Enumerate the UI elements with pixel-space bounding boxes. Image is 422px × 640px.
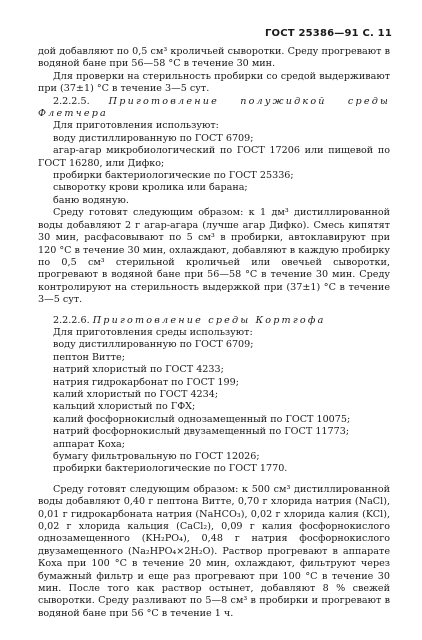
paragraph: Среду готовят следующим образом: к 1 дм³ дистиллированной воды добавляют 2 г агар-агара (лучше агар Дифко). Смесь кипятят 30 мин, расфасовывают по 5 см³ в пробирки, автоклавируют при 120 °С в течение 30 мин, охлаждают, добавляют в каждую пробирку по 0,5 см³ стерильной кроличьей или овечьей сыворотки, прогревают в водяной бане при 56—58 °С в течение 30 мин. Среду контролируют на стерильность выдержкой при (37±1) °С в течение 3—5 сут. (38, 207, 390, 306)
paragraph: Среду готовят следующим образом: к 500 см³ дистиллированной воды добавляют 0,40 г пептона Витте, 0,70 г хлорида натрия (NaCl), 0,01 г гидрокарбоната натрия (NaHCO₃), 0,02 г хлорида калия (KCl), 0,02 г хлорида кальция (CaCl₂), 0,09 г калия фосфорнокислого однозамещенного (KH₂PO₄), 0,48 г натрия фосфорнокислого двузамещенного (Na₂HPO₄×2H₂O). Раствор прогревают в аппарате Коха при 100 °С в течение 20 мин, охлаждают, фильтруют через бумажный фильтр и еще раз прогревают при 100 °С в течение 30 мин. После того как раствор остынет, добавляют 8 % свежей сыворотки. Среду разливают по 5—8 см³ в пробирки и прогревают в водяной бане при 56 °С в течение 1 ч. (38, 483, 390, 619)
paragraph: натрий хлористый по ГОСТ 4233; (53, 364, 224, 376)
section-heading (38, 96, 390, 121)
paragraph: калий хлористый по ГОСТ 4234; (53, 388, 219, 400)
section-heading (38, 315, 390, 327)
paragraph: воду дистиллированную по ГОСТ 6709; (53, 339, 254, 351)
paragraph: сыворотку крови кролика или барана; (53, 182, 248, 194)
paragraph: баню водяную. (53, 194, 129, 206)
paragraph: пробирки бактериологические по ГОСТ 1770. (53, 463, 288, 475)
paragraph: бумагу фильтровальную по ГОСТ 12026; (53, 451, 260, 462)
paragraph: натрия гидрокарбонат по ГОСТ 199; (53, 376, 239, 388)
section-title: Приготовление полужидкой среды Флетчера (38, 95, 390, 120)
paragraph: кальций хлористый по ГФХ; (53, 401, 196, 413)
paragraph: агар-агар микробиологический по ГОСТ 17206 или пищевой по ГОСТ 16280, или Дифко; (38, 145, 390, 169)
section-title: Приготовление среды Кортгофа (92, 314, 326, 326)
section-number: 2.2.2.5. (53, 95, 90, 107)
paragraph-gap (38, 476, 390, 484)
section-number: 2.2.2.6. (53, 314, 90, 326)
paragraph: воду дистиллированную по ГОСТ 6709; (53, 132, 254, 144)
paragraph-gap (38, 307, 390, 315)
document-body (38, 46, 390, 620)
paragraph: аппарат Коха; (53, 438, 126, 450)
paragraph: пептон Витте; (53, 351, 125, 363)
paragraph: Для приготовления используют: (53, 120, 219, 132)
paragraph: натрий фосфорнокислый двузамещенный по ГОСТ 11773; (53, 426, 350, 438)
paragraph: пробирки бактериологические по ГОСТ 25336; (53, 170, 294, 182)
page-header: ГОСТ 25386—91 С. 11 (264, 28, 392, 39)
paragraph: дой добавляют по 0,5 см³ кроличьей сыворотки. Среду прогревают в водяной бане при 56—58 °С в течение 30 мин. (38, 46, 390, 70)
paragraph: калий фосфорнокислый однозамещенный по ГОСТ 10075; (53, 413, 351, 425)
paragraph: Для приготовления среды используют: (53, 326, 253, 338)
paragraph: Для проверки на стерильность пробирки со средой выдерживают при (37±1) °С в течение 3—5 сут. (38, 70, 390, 95)
